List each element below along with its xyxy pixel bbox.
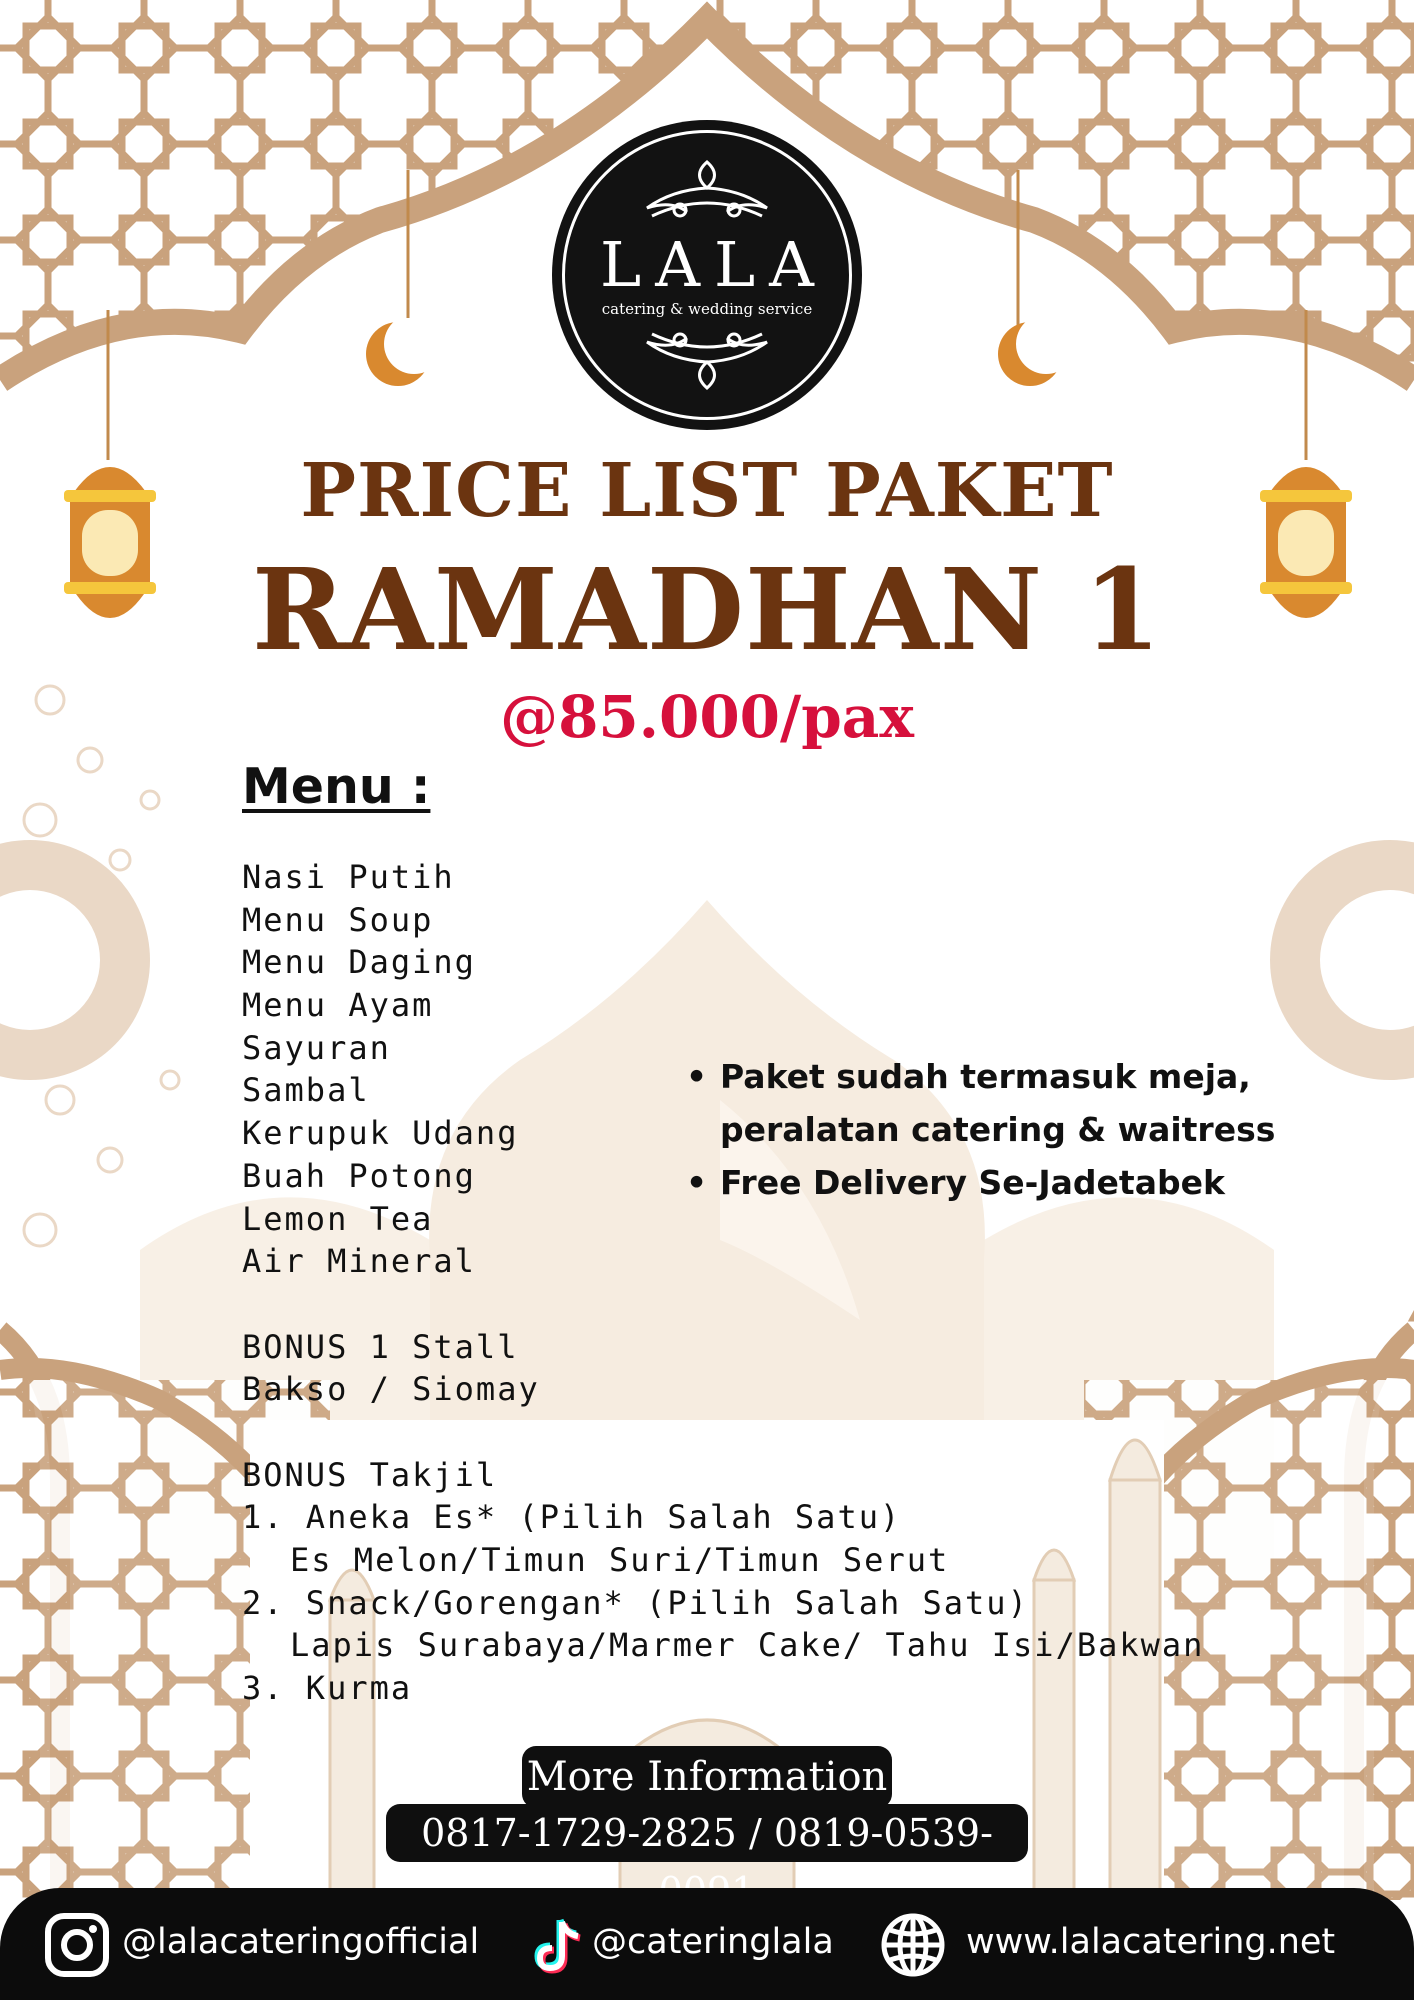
menu-item: Buah Potong	[242, 1156, 476, 1195]
menu-item: Menu Daging	[242, 943, 476, 982]
website-url[interactable]: www.lalacatering.net	[966, 1922, 1336, 1962]
bonus-takjil-title: BONUS Takjil	[242, 1455, 498, 1494]
title-line-1: PRICE LIST PAKET	[300, 448, 1114, 534]
tiktok-icon[interactable]	[532, 1910, 592, 1980]
bonus-stall-detail: Bakso / Siomay	[242, 1370, 540, 1409]
menu-item: Lemon Tea	[242, 1199, 434, 1238]
menu-item: Air Mineral	[242, 1242, 476, 1281]
tiktok-handle[interactable]: @cateringlala	[592, 1922, 834, 1962]
price-per-pax: @85.000/pax	[500, 683, 914, 751]
package-notes	[686, 1050, 1326, 1209]
crescent-moon-icon	[994, 318, 1066, 390]
note-item	[686, 1156, 1326, 1209]
logo-tagline: catering & wedding service	[601, 300, 813, 318]
takjil-option-1: 1. Aneka Es* (Pilih Salah Satu)	[242, 1498, 902, 1537]
menu-item: Nasi Putih	[242, 858, 455, 896]
menu-item: Sambal	[242, 1071, 370, 1110]
menu-item: Kerupuk Udang	[242, 1114, 519, 1153]
menu-item: Sayuran	[242, 1028, 391, 1067]
title-line-2: RAMADHAN 1	[252, 545, 1162, 676]
note-item	[686, 1050, 1326, 1156]
lala-logo	[552, 120, 862, 430]
crescent-moon-icon	[362, 318, 434, 390]
globe-icon[interactable]	[878, 1910, 948, 1980]
spacer	[242, 1283, 1204, 1326]
menu-heading: Menu :	[242, 758, 431, 815]
takjil-option-1-detail: Es Melon/Timun Suri/Timun Serut	[290, 1541, 950, 1579]
instagram-handle[interactable]: @lalacateringofficial	[122, 1922, 480, 1962]
spacer	[242, 1411, 1204, 1454]
menu-item: Menu Ayam	[242, 986, 434, 1025]
takjil-option-2: 2. Snack/Gorengan* (Pilih Salah Satu)	[242, 1583, 1029, 1622]
menu-list	[242, 856, 1204, 1710]
takjil-option-3: 3. Kurma	[242, 1669, 413, 1708]
takjil-option-2-detail: Lapis Surabaya/Marmer Cake/ Tahu Isi/Bakwan	[290, 1626, 1205, 1665]
bullet: •	[686, 1163, 708, 1202]
note-text: Free Delivery Se-Jadetabek	[720, 1163, 1225, 1202]
bullet: •	[686, 1057, 708, 1096]
note-text: peralatan catering & waitress	[720, 1110, 1276, 1149]
logo-brand: LALA	[600, 228, 828, 301]
more-information-label: More Information	[522, 1746, 892, 1808]
menu-item: Menu Soup	[242, 900, 434, 939]
instagram-icon[interactable]	[42, 1910, 112, 1980]
phone-numbers[interactable]: 0817-1729-2825 / 0819-0539-	[386, 1804, 1028, 1862]
bonus-stall-title: BONUS 1 Stall	[242, 1327, 519, 1366]
note-text: Paket sudah termasuk meja,	[720, 1057, 1251, 1096]
